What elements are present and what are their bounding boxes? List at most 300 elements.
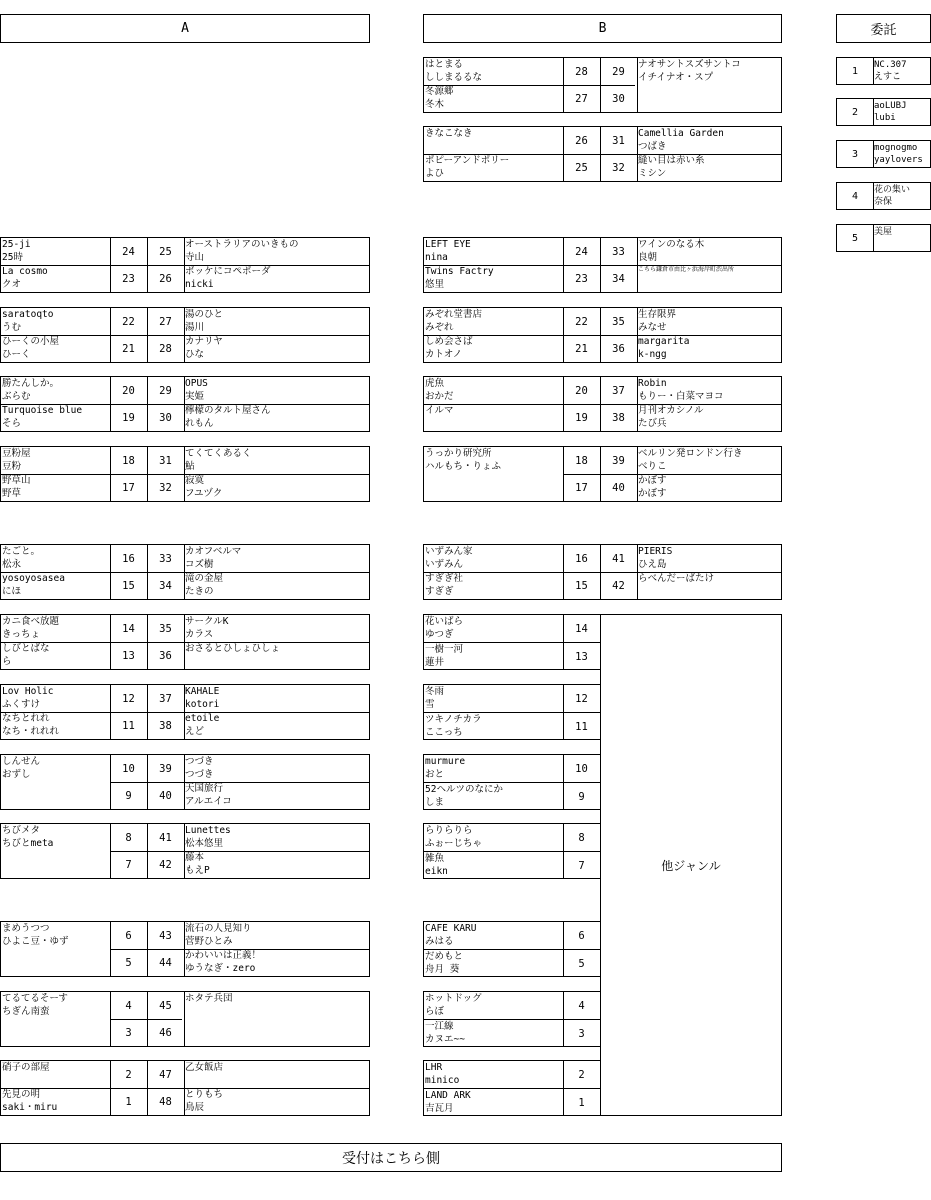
a-circle-right [184,572,370,600]
circle-text-line: 天国旅行 [185,783,224,794]
consign-number: 2 [837,99,874,125]
a-space-pair[interactable] [1,545,369,572]
circle-text-line: CAFE KARU [425,923,477,934]
b-space[interactable] [424,852,600,879]
circle-text-line: カニ食べ放題 [2,616,60,627]
circle-text-line: 藤本 [185,852,205,863]
b-space-pair[interactable] [424,404,781,432]
row-divider [1,572,369,573]
space-number: 24 [575,245,588,258]
circle-text-line: みはる [425,935,454,947]
a-island [0,921,370,977]
space-number: 47 [159,1068,172,1081]
circle-text-line: たび兵 [638,417,667,429]
space-number: 35 [159,622,172,635]
b-single-island [423,921,601,977]
space-number: 30 [159,412,172,424]
space-number: 2 [578,1068,585,1081]
b-space-pair[interactable] [424,238,781,265]
circle-text-line: 25時 [2,251,23,263]
row-divider [424,642,600,643]
circle-text-line: つづき [185,756,214,767]
row-divider [424,154,781,155]
b-circle-right [637,154,782,182]
a-circle-right [184,1061,370,1088]
a-circle-right [184,615,370,642]
a-space-pair[interactable] [1,712,369,740]
reception-label: 受付はこちら側 [342,1150,440,1167]
a-island [0,614,370,670]
circle-text-line: 湯のひと [185,309,224,320]
space-number: 31 [612,134,625,147]
circle-text-line: Lov Holic [2,686,54,697]
space-number: 27 [575,93,588,105]
space-number: 41 [612,552,625,565]
space-number: 20 [575,384,588,397]
a-circle-left [1,545,110,572]
space-number: 36 [159,650,172,662]
space-number: 14 [575,622,588,635]
circle-text-line: 舟月 葵 [425,963,460,975]
space-number: 29 [612,65,625,78]
b-space-pair[interactable] [424,572,781,600]
a-space-pair[interactable] [1,1061,369,1088]
circle-text-line: 勝たんしか。 [2,378,60,389]
circle-text-line: たきの [185,585,214,597]
space-number: 21 [575,343,588,355]
consign-circle [874,100,907,124]
circle-text-line: ポピーアンドポリー [425,155,510,166]
space-number: 34 [612,273,625,285]
b-single-island [423,614,601,670]
b-space-pair[interactable] [424,154,781,182]
circle-text-line: nicki [185,278,214,290]
a-circle-right [184,308,370,335]
row-divider [424,782,600,783]
a-circle-merged [1,755,110,809]
space-number: 15 [575,580,588,592]
circle-text-line: きなこなき [425,128,473,139]
space-number: 28 [159,343,172,355]
circle-text-line: はとまる [425,59,464,70]
circle-text-line: おさるとひしょひしょ [185,643,281,654]
circle-text-line: ひーくの小屋 [2,336,60,347]
b-space-pair[interactable] [424,265,781,293]
a-circle-left [1,308,110,335]
a-space-pair[interactable] [1,685,369,712]
space-number: 5 [125,957,132,969]
space-number: 8 [578,831,585,844]
circle-text-line: てくてくあるく [185,448,252,459]
row-divider [1,474,369,475]
b-circle-merged [637,58,782,112]
b-space[interactable] [424,713,600,740]
row-divider [424,1019,600,1020]
space-number: 3 [125,1027,132,1039]
circle-text-line: nina [425,251,448,263]
circle-text-line: 一樹一河 [425,644,464,655]
circle-text-line: こちら鎌倉市由比ヶ浜海岸町渋出所 [638,266,735,273]
circle-text-line: イルマ [425,405,454,416]
section-a-header [0,14,370,43]
b-space-pair[interactable] [424,127,781,154]
circle-text-line: 寂寞 [185,475,205,486]
circle-text-line: いずみん [425,558,464,570]
b-single-island [423,754,601,810]
circle-text-line: ゆつぎ [425,628,454,640]
space-number: 41 [159,831,172,844]
circle-text-line: アルエイコ [185,795,232,807]
row-divider [424,85,635,86]
b-island [423,237,782,293]
space-number: 40 [159,790,172,802]
space-number: 37 [159,692,172,705]
space-number: 36 [612,343,625,355]
a-circle-left [1,474,110,502]
circle-text-line: 硝子の部屋 [2,1062,50,1073]
circle-text-line: 一江線 [425,1021,454,1032]
circle-text-line: ら [2,655,12,667]
circle-text-line: eikn [425,865,448,877]
a-circle-right [184,404,370,432]
consign-text-line: 美屋 [874,227,893,237]
row-divider [1,642,369,643]
space-number: 25 [159,245,172,258]
space-number: 37 [612,384,625,397]
circle-text-line: Robin [638,378,667,389]
circle-text-line: つづき [185,768,214,780]
space-number: 1 [578,1096,585,1109]
other-genre-area[interactable] [600,614,782,1116]
section-a-label: A [181,21,189,36]
circle-text-line: 雪 [425,698,435,710]
space-number: 22 [575,315,588,328]
row-divider [424,949,600,950]
b-space[interactable] [424,824,600,851]
circle-text-line: もえP [185,864,210,876]
space-number: 19 [122,412,135,424]
circle-text-line: 菅野ひとみ [185,935,233,947]
row-divider [1,404,369,405]
space-number: 9 [125,790,132,802]
consign-space[interactable] [836,140,931,168]
circle-text-line: きっちょ [2,628,41,640]
a-circle-merged [184,992,370,1046]
a-circle-right [184,545,370,572]
consign-space[interactable] [836,98,931,126]
space-number: 32 [612,162,625,174]
space-number: 42 [612,580,625,592]
circle-text-line: なちとれれ [2,713,50,724]
circle-text-line: しま [425,796,445,808]
a-circle-merged [1,824,110,878]
a-island [0,823,370,879]
b-space-pair[interactable] [424,545,781,572]
circle-text-line: LEFT EYE [425,239,471,250]
circle-text-line: k-ngg [638,348,667,360]
a-circle-left [1,572,110,600]
b-circle-left [424,154,563,182]
b-island [423,544,782,600]
circle-text-line: ワインのなる木 [638,239,705,250]
b-island [423,57,782,113]
a-space-pair[interactable] [1,615,369,642]
circle-text-line: 豆粉 [2,460,22,472]
b-circle [424,713,563,740]
circle-text-line: みなせ [638,321,667,333]
space-number: 44 [159,957,172,969]
circle-text-line: カヌエ~~ [425,1033,465,1045]
circle-text-line: minico [425,1074,460,1086]
b-circle-left [424,308,563,335]
b-circle-left [424,238,563,265]
space-number: 24 [122,245,135,258]
circle-text-line: カトオノ [425,348,463,360]
consign-text-line: aoLUBJ [874,101,907,111]
b-circle-right [637,308,782,335]
circle-text-line: いずみん家 [425,546,473,557]
a-space-pair[interactable] [1,265,369,293]
b-space[interactable] [424,615,600,642]
circle-text-line: ちびメタ [2,825,41,836]
row-divider [424,265,781,266]
b-space[interactable] [424,922,600,949]
b-circle-left [424,58,563,85]
a-circle-left [1,404,110,432]
consign-number: 5 [837,225,874,251]
b-circle [424,783,563,810]
b-space[interactable] [424,1089,600,1116]
a-space-pair[interactable] [1,474,369,502]
space-number: 6 [578,929,585,942]
circle-text-line: すぎぎ社 [425,573,464,584]
circle-text-line: べりこ [638,460,667,472]
row-divider [424,404,781,405]
b-space-pair[interactable] [424,335,781,363]
space-number: 27 [159,315,172,328]
a-space-pair[interactable] [1,404,369,432]
space-number: 19 [575,412,588,424]
circle-text-line: ちびとmeta [2,837,54,849]
circle-text-line: カラス [185,628,214,640]
space-number: 45 [159,999,172,1012]
circle-text-line: 吉瓦月 [425,1102,454,1114]
b-space[interactable] [424,755,600,782]
b-single-island [423,1060,601,1116]
a-circle-right [184,824,370,851]
b-circle [424,824,563,851]
b-circle-left [424,127,563,154]
b-circle-right [637,238,782,265]
circle-text-line: ひな [185,348,205,360]
circle-text-line: 冬源郷 [425,86,454,97]
space-number: 4 [125,999,132,1012]
b-circle-left [424,377,563,404]
consign-space[interactable] [836,57,931,85]
b-space-pair[interactable] [424,308,781,335]
circle-text-line: 月刊オカシノル [638,405,704,416]
consign-text-line: yaylovers [874,155,923,165]
b-circle-right [637,572,782,600]
circle-text-line: La cosmo [2,266,48,277]
space-number: 11 [575,720,588,733]
row-divider [424,1088,600,1089]
consign-label: 委託 [870,23,897,38]
b-single-island [423,684,601,740]
circle-text-line: しびとばな [2,643,50,654]
circle-text-line: コズ樹 [185,558,214,570]
space-number: 23 [575,273,588,285]
b-circle-merged [424,447,563,501]
circle-text-line: 先見の明 [2,1089,41,1100]
circle-text-line: ぶらむ [2,390,31,402]
b-circle [424,950,563,977]
space-number: 23 [122,273,135,285]
b-circle-left [424,545,563,572]
circle-text-line: てるてるそーす [2,993,68,1004]
a-space-pair[interactable] [1,447,369,474]
b-circle-left [424,265,563,293]
a-space-pair[interactable] [1,642,369,670]
b-island [423,307,782,363]
circle-text-line: 蓮井 [425,656,445,668]
a-circle-right [184,851,370,879]
space-number: 14 [122,622,135,635]
circle-text-line: つばき [638,140,667,152]
circle-text-line: 縫い目は赤い糸 [638,155,705,166]
space-number: 34 [159,580,172,592]
circle-text-line: PIERIS [638,546,673,557]
circle-text-line: おかだ [425,390,454,402]
space-number: 15 [122,580,135,592]
a-circle-merged [1,992,110,1046]
a-island [0,446,370,502]
space-number: 26 [159,273,172,285]
circle-text-line: らべんだーばたけ [638,573,715,584]
consign-text-line: 奈保 [874,197,893,207]
b-circle-right [637,404,782,432]
a-space-pair[interactable] [1,335,369,363]
a-space-pair[interactable] [1,308,369,335]
circle-text-line: 雑魚 [425,853,445,864]
a-space-pair[interactable] [1,1088,369,1116]
space-number: 18 [122,454,135,467]
a-space-pair[interactable] [1,238,369,265]
space-number: 43 [159,929,172,942]
circle-text-line: margarita [638,336,690,347]
consign-number: 3 [837,141,874,167]
b-circle-right [637,545,782,572]
space-number: 20 [122,384,135,397]
circle-text-line: ひーく [2,348,31,360]
consign-text-line: lubi [874,113,896,123]
circle-text-line: 野草 [2,487,22,499]
circle-text-line: saki・miru [2,1101,58,1113]
consign-text-line: mognogmo [874,143,918,153]
circle-text-line: LHR [425,1062,443,1073]
circle-text-line: ししまるるな [425,71,483,83]
b-space-pair[interactable] [424,377,781,404]
space-number: 12 [122,692,135,705]
circle-text-line: 檸檬のタルト屋さん [185,405,271,416]
row-divider [110,782,369,783]
circle-text-line: 花いばら [425,616,464,627]
consign-circle [874,59,907,83]
a-space-pair[interactable] [1,377,369,404]
circle-text-line: ここっち [425,726,463,738]
a-circle-right [184,642,370,670]
space-number: 30 [612,93,625,105]
circle-text-line: らりらりら [425,825,473,836]
a-circle-right [184,922,370,949]
circle-text-line: うっかり研究所 [425,448,492,459]
space-number: 35 [612,315,625,328]
b-space[interactable] [424,1061,600,1088]
space-number: 17 [575,482,588,494]
circle-text-line: 悠里 [425,278,445,290]
consign-circle [874,184,910,208]
space-number: 5 [578,957,585,970]
circle-text-line: 冬木 [425,98,445,110]
circle-text-line: ふくすけ [2,698,41,710]
b-circle [424,1020,563,1047]
circle-text-line: かぼす [638,475,667,486]
b-space[interactable] [424,643,600,670]
circle-text-line: そら [2,417,22,429]
space-number: 22 [122,315,135,328]
section-b-header [423,14,782,43]
b-space[interactable] [424,1020,600,1047]
circle-text-line: ミシン [638,167,667,179]
space-number: 7 [125,859,132,871]
a-space-pair[interactable] [1,572,369,600]
consign-space[interactable] [836,182,931,210]
circle-text-line: 25-ji [2,239,31,250]
a-island [0,754,370,810]
b-space[interactable] [424,685,600,712]
circle-text-line: クオ [2,278,22,290]
space-number: 2 [125,1068,132,1081]
a-circle-right [184,782,370,810]
circle-text-line: イチイナオ・スプ [638,71,714,83]
consign-space[interactable] [836,224,931,252]
b-island [423,446,782,502]
b-circle-right [637,265,782,293]
row-divider [424,335,781,336]
circle-text-line: みぞれ堂書店 [425,309,483,320]
circle-text-line: Twins Factry [425,266,494,277]
space-number: 3 [578,1027,585,1040]
b-space[interactable] [424,783,600,810]
row-divider [110,949,369,950]
b-circle [424,643,563,670]
space-number: 26 [575,134,588,147]
space-number: 21 [122,343,135,355]
circle-text-line: れもん [185,417,214,429]
circle-text-line: saratoqto [2,309,54,320]
circle-text-line: とりもち [185,1089,224,1100]
b-circle-right [637,127,782,154]
space-number: 1 [125,1096,132,1108]
b-space[interactable] [424,992,600,1019]
circle-text-line: OPUS [185,378,208,389]
b-space[interactable] [424,950,600,977]
space-number: 25 [575,162,588,174]
space-number: 33 [612,245,625,258]
b-circle-left [424,572,563,600]
circle-text-line: 鳥辰 [185,1101,205,1113]
space-number: 16 [122,552,135,565]
